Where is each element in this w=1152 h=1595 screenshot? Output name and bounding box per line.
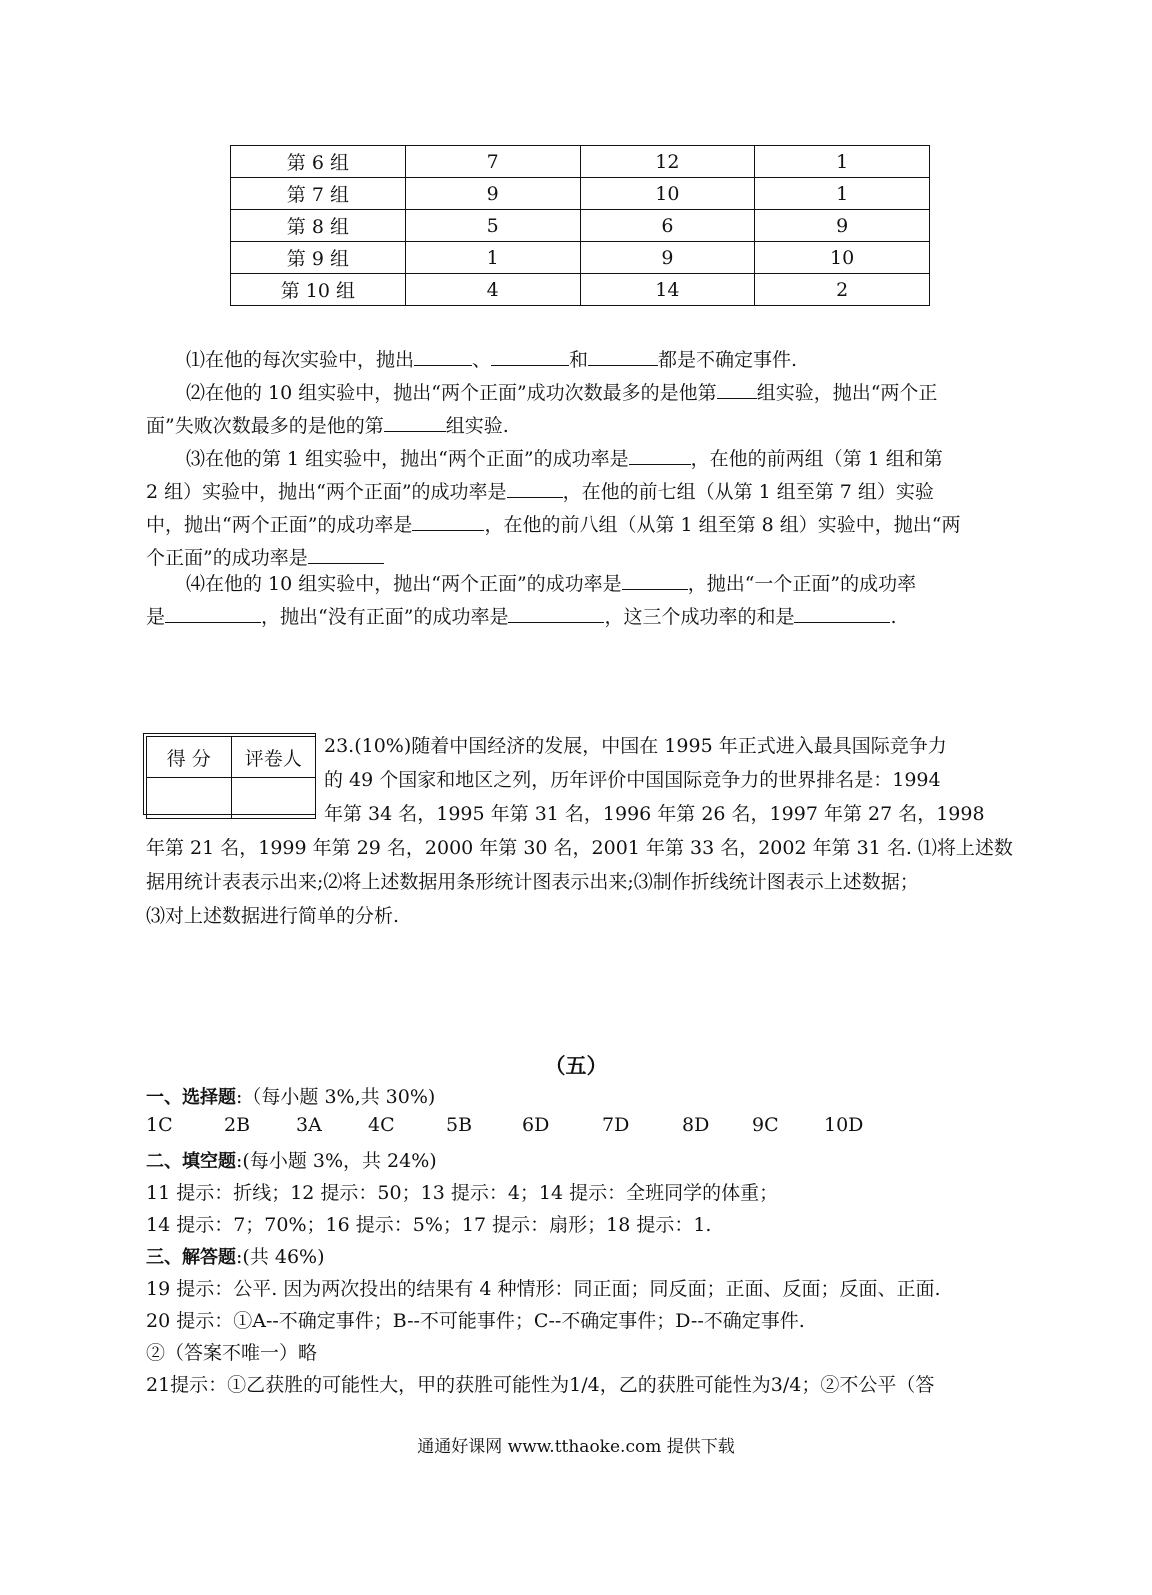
answer-blank[interactable] xyxy=(794,602,890,623)
q4-text-c: 是 xyxy=(146,606,166,628)
question-23 xyxy=(146,729,1016,933)
answer-blank[interactable] xyxy=(414,345,472,366)
question-2 xyxy=(146,377,1016,410)
q23-line: 23.(10%)随着中国经济的发展，中国在 1995 年正式进入最具国际竞争力 xyxy=(324,735,947,757)
section-1-heading xyxy=(146,1082,435,1109)
q4-text-f: . xyxy=(890,606,897,628)
count-cell: 4 xyxy=(405,274,580,306)
q3-text-f: ，在他的前八组（从第 1 组至第 8 组）实验中，抛出“两 xyxy=(484,514,961,536)
table-row xyxy=(231,242,930,274)
q1-text-a: ⑴在他的每次实验中，抛出 xyxy=(186,349,415,371)
answer-blank[interactable] xyxy=(412,510,484,531)
section-3-label: 三、解答题 xyxy=(146,1247,236,1268)
answer-20-part-2: ②（答案不唯一）略 xyxy=(146,1342,318,1364)
q23-line: 的 49 个国家和地区之列，历年评价中国国际竞争力的世界排名是：1994 xyxy=(324,769,941,791)
answer-blank[interactable] xyxy=(165,602,261,623)
count-cell: 5 xyxy=(405,210,580,242)
count-cell: 9 xyxy=(580,242,755,274)
footer-source: 通通好课网 www.tthaoke.com 提供下载 xyxy=(417,1437,735,1457)
count-cell: 14 xyxy=(580,274,755,306)
q2-text-a: ⑵在他的 10 组实验中，抛出“两个正面”成功次数最多的是他第 xyxy=(186,382,717,404)
count-cell: 1 xyxy=(755,178,930,210)
question-2-cont xyxy=(146,410,1016,443)
count-cell: 9 xyxy=(755,210,930,242)
answers-title: （五） xyxy=(544,1053,608,1078)
q1-text-d: 都是不确定事件. xyxy=(658,349,798,371)
section-2-heading xyxy=(146,1146,437,1173)
answer-blank[interactable] xyxy=(588,345,658,366)
question-3-line3 xyxy=(146,509,1016,542)
count-cell: 9 xyxy=(405,178,580,210)
section-3-heading xyxy=(146,1242,325,1269)
group-label-cell: 第 7 组 xyxy=(231,178,406,210)
q3-text-d: ，在他的前七组（从第 1 组至第 7 组）实验 xyxy=(562,481,934,503)
q3-text-b: ，在他的前两组（第 1 组和第 xyxy=(690,448,943,470)
q4-text-d: ，抛出“没有正面”的成功率是 xyxy=(261,606,509,628)
group-label-cell: 第 8 组 xyxy=(231,210,406,242)
q4-text-a: ⑷在他的 10 组实验中，抛出“两个正面”的成功率是 xyxy=(186,573,622,595)
q23-line: 年第 21 名，1999 年第 29 名，2000 年第 30 名，2001 年第 33 名，2002 年第 31 名. ⑴将上述数 xyxy=(146,837,1013,859)
table-row xyxy=(231,146,930,178)
question-4 xyxy=(146,568,1016,601)
count-cell: 10 xyxy=(580,178,755,210)
count-cell: 12 xyxy=(580,146,755,178)
count-cell: 1 xyxy=(755,146,930,178)
experiment-table xyxy=(230,145,930,306)
count-cell: 10 xyxy=(755,242,930,274)
q3-text-c: 2 组）实验中，抛出“两个正面”的成功率是 xyxy=(146,481,507,503)
table-row xyxy=(231,210,930,242)
answer-blank[interactable] xyxy=(507,477,563,498)
q23-line: 据用统计表表示出来;⑵将上述数据用条形统计图表示出来;⑶制作折线统计图表示上述数据； xyxy=(146,871,919,893)
question-3-line2 xyxy=(146,476,1016,509)
score-label: 得 分 xyxy=(147,737,232,778)
count-cell: 2 xyxy=(755,274,930,306)
answer-blank[interactable] xyxy=(384,411,446,432)
q4-text-b: ，抛出“一个正面”的成功率 xyxy=(687,573,917,595)
answer-19: 19 提示：公平. 因为两次投出的结果有 4 种情形：同正面；同反面；正面、反面；反面、正面. xyxy=(146,1278,941,1300)
q2-text-c: 面”失败次数最多的是他的第 xyxy=(146,415,384,437)
document-page: 第 6 组 7 12 1 第 7 组 9 10 1 第 8 组 5 6 9 第 9 组 1 9 10 第 10 组 4 14 2 ⑴在他的每次实验中，抛出 、 和 都是不确定事件. ⑵在他的 10 组实验中，抛出“两个正面”成功次数最多的是他第 组实验，抛出“两个正 面”失败次数最多的是他的第 组实验. ⑶在他的第 1 组实验中，抛出“两个正面”的成功率是 ，在他的前两组（第 1 组和第 2 组）实验中，抛出“两个正面”的成功率是 ，在他的前七组（从第 1 组至第 7 组）实验 中，抛出“两个正面”的成功率是 ，在他的前八组（从第 1 组至第 8 组）实验中，抛出“两 个正面”的成功率是 ⑷在他的 10 组实验中，抛出“两个正面”的成功率是 ，抛出“一个正面”的成功率 是 ，抛出“没有正面”的成功率是 ，这三个成功率的和是 . 得 分 评卷人 23.(10%)随着中国经济的发展，中国在 1995 年正式进入最具国际竞争力 的 49 个国家和地区之列，历年评价中国国际竞争力的世界排名是：1994 年第 34 名，1995 年第 31 名，1996 年第 26 名，1997 年第 27 名，1998 年第 21 名，1999 年第 29 名，2000 年第 30 名，2001 年第 33 名，2002 年第 31 名. ⑴将上述数 据用统计表表示出来;⑵将上述数据用条形统计图表示出来;⑶制作折线统计图表示上述数据； ⑶对上述数据进行简单的分析. （五） 一、选择题:（每小题 3%,共 30%) 1C 2B 3A 4C 5B 6D 7D 8D 9C 10D 二、填空题:(每小题 3%，共 24%) 11 提示：折线；12 提示：50；13 提示：4；14 提示：全班同学的体重； 14 提示：7；70%；16 提示：5%；17 提示：扇形；18 提示：1. 三、解答题:(共 46%) 19 提示：公平. 因为两次投出的结果有 4 种情形：同正面；同反面；正面、反面；反面、正面. 20 提示：①A--不确定事件；B--不可能事件；C--不确定事件；D--不确定事件. ②（答案不唯一）略 21提示：①乙获胜的可能性大，甲的获胜可能性为1/4，乙的获胜可能性为3/4；②不公平（答 通通好课网 www.tthaoke.com 提供下载 xyxy=(0,0,1152,1595)
section-2-label: 二、填空题 xyxy=(146,1151,236,1172)
count-cell: 1 xyxy=(405,242,580,274)
q1-text-b: 、 xyxy=(472,349,492,371)
group-label-cell: 第 10 组 xyxy=(231,274,406,306)
count-cell: 6 xyxy=(580,210,755,242)
answer-blank[interactable] xyxy=(508,602,604,623)
answer-blank[interactable] xyxy=(629,444,691,465)
answer-blank[interactable] xyxy=(622,569,688,590)
fill-answers-line-2: 14 提示：7；70%；16 提示：5%；17 提示：扇形；18 提示：1. xyxy=(146,1214,712,1236)
answer-blank[interactable] xyxy=(308,543,384,564)
answer-blank[interactable] xyxy=(491,345,569,366)
q3-text-g: 个正面”的成功率是 xyxy=(146,547,308,569)
question-4-line2 xyxy=(146,601,1016,634)
section-1-label: 一、选择题 xyxy=(146,1087,236,1108)
section-1-note: :（每小题 3%,共 30%) xyxy=(236,1086,436,1108)
group-label-cell: 第 6 组 xyxy=(231,146,406,178)
answer-20: 20 提示：①A--不确定事件；B--不可能事件；C--不确定事件；D--不确定事件. xyxy=(146,1310,805,1332)
question-1 xyxy=(146,344,1016,377)
q2-text-d: 组实验. xyxy=(445,415,509,437)
answer-21: 21提示：①乙获胜的可能性大，甲的获胜可能性为1/4，乙的获胜可能性为3/4；②不公平（答 xyxy=(146,1374,935,1396)
answer-blank[interactable] xyxy=(717,378,757,399)
q2-text-b: 组实验，抛出“两个正 xyxy=(756,382,938,404)
grader-label: 评卷人 xyxy=(231,737,316,778)
q3-text-e: 中，抛出“两个正面”的成功率是 xyxy=(146,514,413,536)
section-2-note: :(每小题 3%，共 24%) xyxy=(236,1150,437,1172)
table-row xyxy=(231,274,930,306)
q23-line: ⑶对上述数据进行简单的分析. xyxy=(146,905,400,927)
question-3 xyxy=(146,443,1016,476)
q23-line: 年第 34 名，1995 年第 31 名，1996 年第 26 名，1997 年第 27 名，1998 xyxy=(324,803,985,825)
q3-text-a: ⑶在他的第 1 组实验中，抛出“两个正面”的成功率是 xyxy=(186,448,629,470)
section-3-note: :(共 46%) xyxy=(236,1246,325,1268)
count-cell: 7 xyxy=(405,146,580,178)
q1-text-c: 和 xyxy=(569,349,589,371)
table-row xyxy=(231,178,930,210)
group-label-cell: 第 9 组 xyxy=(231,242,406,274)
q4-text-e: ，这三个成功率的和是 xyxy=(604,606,795,628)
fill-answers-line-1: 11 提示：折线；12 提示：50；13 提示：4；14 提示：全班同学的体重； xyxy=(146,1182,779,1204)
